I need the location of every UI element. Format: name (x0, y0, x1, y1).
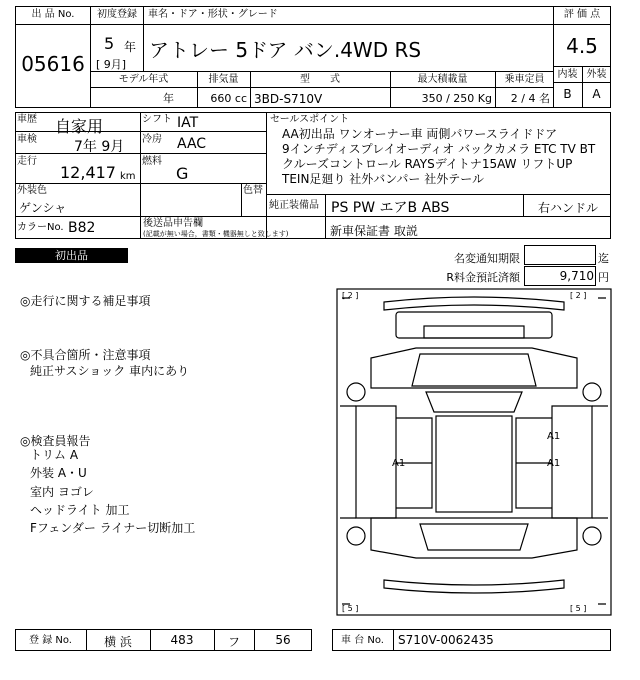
left-side-shape (356, 406, 396, 518)
inspection-value: 7年 9月 (74, 139, 125, 155)
fuel-label: 燃料 (142, 156, 162, 167)
inspector-title: ◎検査員報告 (20, 434, 91, 448)
docs-note: (記載が無い場合，書類・機器無しと致します) (143, 230, 289, 238)
registration-area: 横 浜 (104, 635, 132, 649)
exterior-label: 外装 (586, 69, 607, 80)
first-reg-label: 初度登録 (97, 9, 137, 20)
first-reg-month: [ 9月] (96, 58, 127, 71)
color-value: ゲンシャ (19, 201, 67, 215)
diagram-tag-bottom-left: [ 5 ] (342, 604, 359, 613)
warranty-value: 新車保証書 取説 (330, 224, 418, 238)
inspector-item-5: Fフェンダー ライナー切断加工 (30, 521, 196, 535)
registration-label: 登 録 No. (29, 635, 72, 646)
displacement-label: 排気量 (208, 74, 239, 85)
name-change-unit: 迄 (598, 252, 609, 265)
color-no-value: B82 (68, 220, 96, 236)
hood-shape (396, 312, 552, 338)
fuel-value: G (176, 164, 189, 183)
chassis-label: 車 台 No. (341, 635, 384, 646)
shift-label: シフト (142, 114, 172, 125)
interior-label: 内装 (557, 69, 578, 80)
car-diagram-svg (336, 288, 612, 616)
inspector-item-2: 外装 A・U (30, 466, 87, 480)
inspector-item-1: トリム A (30, 448, 79, 462)
front-bumper-shape (384, 297, 564, 310)
sales-point-line-2: 9インチディスプレイオーディオ バックカメラ ETC TV BT (282, 142, 596, 156)
color-code-label: 色替 (243, 185, 263, 196)
model-year-unit: 年 (163, 92, 174, 105)
registration-number: 56 (275, 633, 291, 647)
color-label: 外装色 (17, 185, 47, 196)
lot-number: 05616 (21, 52, 85, 76)
capacity-label: 乗車定員 (504, 74, 545, 85)
damage-mark: A1 (547, 431, 561, 442)
model-code-label: 型 式 (300, 74, 340, 85)
chassis-number: S710V-0062435 (398, 633, 494, 647)
sales-point-line-4: TEIN足廻り 社外バンパー 社外テール (282, 172, 484, 186)
rear-bumper-shape (384, 580, 564, 593)
sales-points-label: セールスポイント (270, 114, 350, 125)
defect-item-1: 純正サスショック 車内にあり (30, 364, 190, 378)
mileage-value: 12,417 (60, 163, 116, 182)
name-change-label: 名変通知期限 (454, 252, 520, 265)
ac-value: AAC (177, 136, 207, 152)
model-year-label: モデル年式 (118, 74, 169, 85)
docs-label: 後送品申告欄 (143, 218, 203, 229)
first-reg-year-unit: 年 (124, 40, 137, 54)
interior-grade: B (563, 87, 572, 101)
lot-label: 出 品 No. (31, 9, 75, 20)
steering-value: 右ハンドル (538, 201, 599, 215)
displacement-value: 660 cc (210, 92, 247, 105)
damage-mark: A1 (392, 458, 406, 469)
defects-title: ◎不具合箇所・注意事項 (20, 348, 151, 362)
first-listing-text: 初出品 (55, 249, 88, 262)
shift-value: IAT (177, 115, 199, 131)
driving-notes-title: ◎走行に関する補足事項 (20, 294, 151, 308)
equipment-label: 純正装備品 (269, 200, 319, 211)
recycle-unit: 円 (598, 271, 609, 284)
score-value: 4.5 (566, 34, 598, 58)
name-change-box (524, 245, 596, 265)
roof-shape (436, 416, 512, 512)
score-label: 評 価 点 (563, 9, 601, 20)
capacity-value: 2 / 4 名 (510, 92, 550, 105)
mileage-label: 走行 (17, 156, 37, 167)
grille-shape (424, 326, 524, 338)
inspection-label: 車検 (17, 134, 37, 145)
sales-point-line-3: クルーズコントロール RAYSデイトナ15AW リフトUP (282, 157, 573, 171)
equipment-value: PS PW エアB ABS (331, 200, 450, 216)
car-name-label: 車名・ドア・形状・グレード (148, 9, 278, 20)
usage-label: 車歴 (17, 114, 37, 125)
max-load-label: 最大積載量 (417, 74, 468, 85)
color-no-label: カラーNo. (17, 222, 64, 233)
usage-value: 自家用 (55, 117, 104, 136)
car-diagram (336, 288, 612, 616)
exterior-grade: A (592, 87, 601, 101)
first-reg-year: 5 (104, 34, 115, 53)
damage-mark: A1 (547, 458, 561, 469)
rear-window-shape (420, 524, 528, 550)
inspector-item-3: 室内 ヨゴレ (30, 485, 94, 499)
car-name: アトレー 5ドア バン.4WD RS (149, 38, 422, 62)
diagram-tag-top-left: [ 2 ] (342, 291, 359, 300)
diagram-tag-top-right: [ 2 ] (570, 291, 587, 300)
model-code-value: 3BD-S710V (254, 92, 323, 106)
max-load-value: 350 / 250 Kg (421, 92, 492, 105)
mileage-unit: km (120, 171, 136, 182)
diagram-tag-bottom-right: [ 5 ] (570, 604, 587, 613)
windshield-shape (412, 354, 536, 386)
ac-label: 冷房 (142, 134, 162, 145)
roof-front (426, 392, 522, 412)
registration-class: 483 (170, 633, 194, 647)
registration-kana: フ (227, 635, 240, 649)
inspector-item-4: ヘッドライト 加工 (30, 503, 130, 517)
recycle-value: 9,710 (559, 269, 594, 283)
recycle-label: R料金預託済額 (446, 271, 520, 284)
sales-point-line-1: AA初出品 ワンオーナー車 両側パワースライドドア (282, 127, 558, 141)
